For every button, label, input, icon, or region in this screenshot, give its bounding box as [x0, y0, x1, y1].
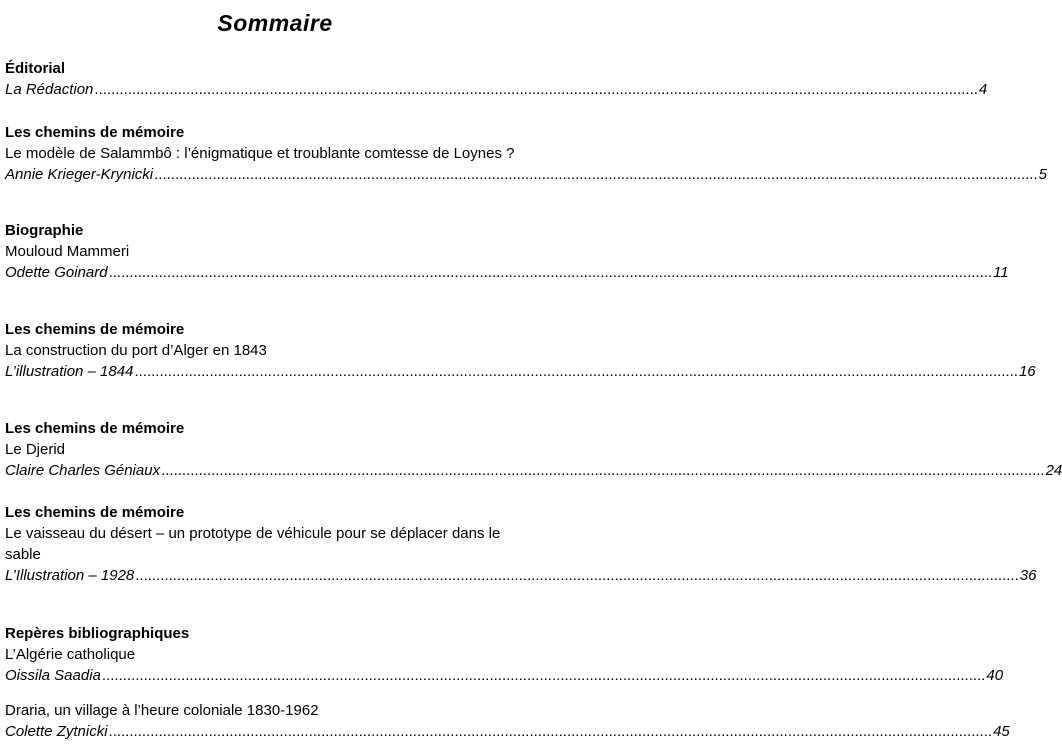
page-number: 45 [993, 723, 1010, 740]
article-title: Mouloud Mammeri [5, 243, 130, 260]
section-heading: Les chemins de mémoire [5, 321, 185, 338]
section-heading: Repères bibliographiques [5, 625, 190, 642]
toc-entry-algerie-catholique[interactable] [5, 623, 1004, 686]
toc-entry-draria[interactable] [5, 700, 1010, 742]
toc-line[interactable] [5, 721, 1010, 742]
page-number: 24 [1045, 462, 1062, 479]
toc-entry-vaisseau-desert[interactable] [5, 502, 1037, 586]
section-heading: Les chemins de mémoire [5, 124, 185, 141]
page-number: 11 [993, 264, 1009, 281]
page-number: 36 [1019, 567, 1037, 584]
toc-line[interactable] [5, 460, 1062, 481]
toc-entry-port-alger[interactable] [5, 319, 1036, 382]
article-title: La construction du port d’Alger en 1843 [5, 342, 267, 359]
author-name: L’Illustration – 1928 [5, 567, 135, 584]
page-title: Sommaire [217, 10, 333, 36]
author-name: La Rédaction [5, 81, 94, 98]
toc-line[interactable] [5, 262, 1009, 283]
toc-line[interactable] [5, 79, 988, 100]
article-title: L’Algérie catholique [5, 646, 136, 663]
article-title: Le modèle de Salammbô : l’énigmatique et troublante comtesse de Loynes ? [5, 145, 515, 162]
page-number: 4 [978, 81, 988, 98]
article-title: Le Djerid [5, 441, 66, 458]
dot-leader: .................................................................................................................................................................................................................... [134, 363, 1018, 380]
dot-leader: .................................................................................................................................................................................................................... [135, 567, 1019, 584]
dot-leader: .................................................................................................................................................................................................................... [154, 166, 1038, 183]
toc-entry-biographie[interactable] [5, 220, 1009, 283]
author-name: L’illustration – 1844 [5, 363, 134, 380]
author-name: Claire Charles Géniaux [5, 462, 161, 479]
page-number: 40 [986, 667, 1004, 684]
article-title: Le vaisseau du désert – un prototype de véhicule pour se déplacer dans le sable [5, 525, 501, 563]
author-name: Odette Goinard [5, 264, 108, 281]
author-name: Colette Zytnicki [5, 723, 108, 740]
page-number: 5 [1038, 166, 1047, 183]
section-heading: Les chemins de mémoire [5, 420, 185, 437]
dot-leader: .................................................................................................................................................................................................................... [161, 462, 1045, 479]
section-heading: Éditorial [5, 60, 66, 77]
toc-entry-editorial[interactable] [5, 58, 988, 100]
toc-line[interactable] [5, 361, 1036, 382]
dot-leader: .................................................................................................................................................................................................................... [108, 264, 993, 281]
author-name: Annie Krieger-Krynicki [5, 166, 154, 183]
dot-leader: .................................................................................................................................................................................................................... [94, 81, 978, 98]
section-heading: Biographie [5, 222, 84, 239]
toc-line[interactable] [5, 565, 1037, 586]
author-name: Oissila Saadia [5, 667, 101, 684]
toc-entry-djerid[interactable] [5, 418, 1062, 481]
toc-line[interactable] [5, 164, 1047, 185]
page-number: 16 [1018, 363, 1036, 380]
article-title: Draria, un village à l’heure coloniale 1830-1962 [5, 702, 319, 719]
toc-line[interactable] [5, 665, 1004, 686]
dot-leader: .................................................................................................................................................................................................................... [108, 723, 993, 740]
dot-leader: .................................................................................................................................................................................................................... [101, 667, 986, 684]
toc-entry-salammbo[interactable] [5, 122, 1047, 185]
section-heading: Les chemins de mémoire [5, 504, 185, 521]
